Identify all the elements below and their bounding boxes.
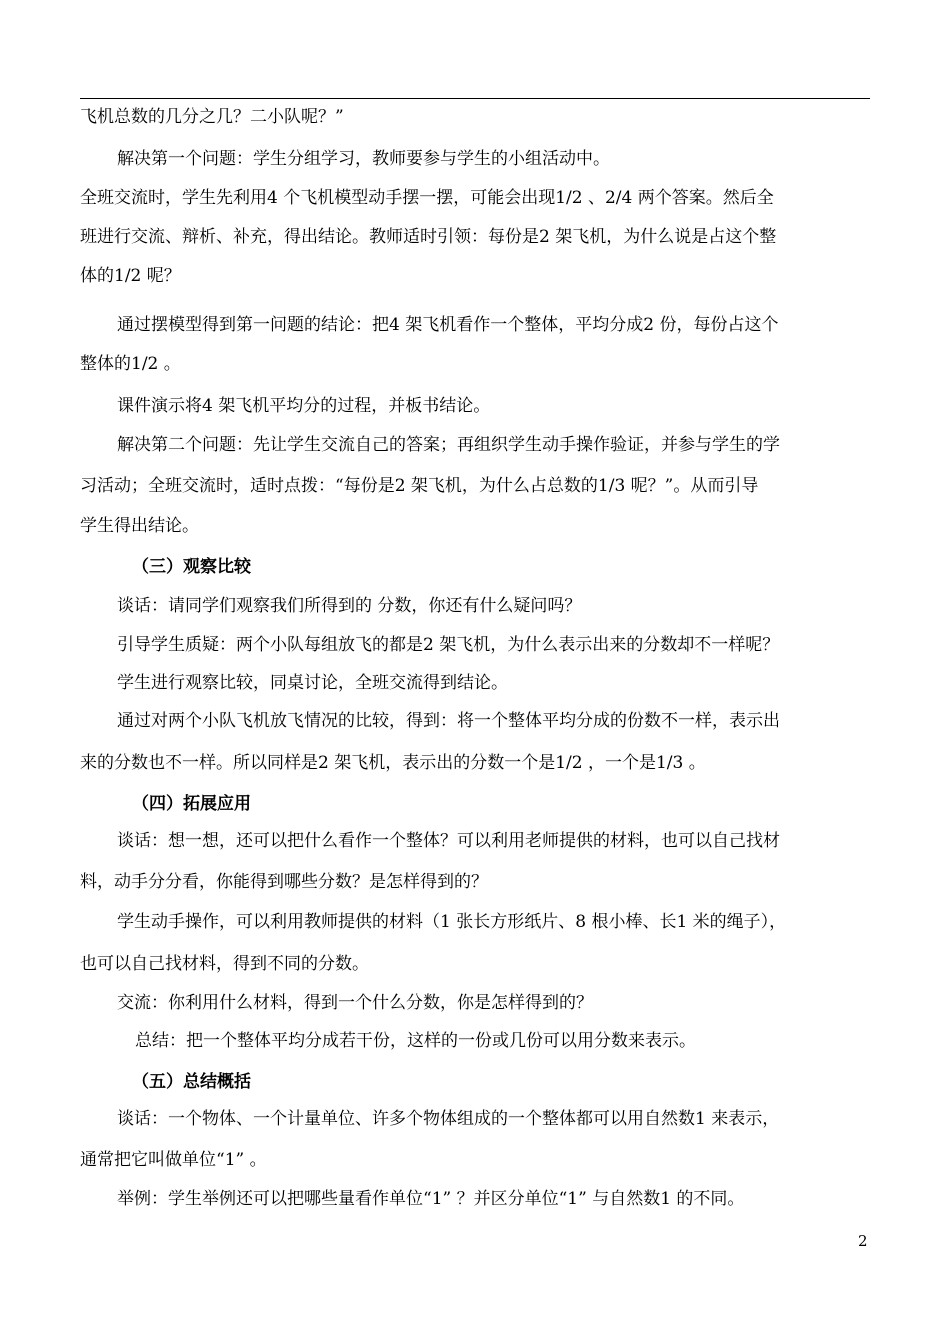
paragraph-line: 课件演示将4 架飞机平均分的过程，并板书结论。: [117, 396, 491, 416]
paragraph-line: 谈话：想一想，还可以把什么看作一个整体？可以利用老师提供的材料，也可以自己找材: [117, 831, 780, 851]
section-heading: （五）总结概括: [132, 1072, 251, 1092]
paragraph-line: 体的1/2 呢？: [80, 266, 181, 286]
paragraph-line: 全班交流时，学生先利用4 个飞机模型动手摆一摆，可能会出现1/2 、2/4 两个答案。然后全: [80, 188, 774, 208]
paragraph-line: 通过摆模型得到第一问题的结论：把4 架飞机看作一个整体，平均分成2 份，每份占这个: [117, 315, 779, 335]
paragraph-line: 谈话：请同学们观察我们所得到的 分数，你还有什么疑问吗？: [117, 596, 582, 616]
paragraph-line: 整体的1/2 。: [80, 354, 181, 374]
paragraph-line: 举例：学生举例还可以把哪些量看作单位“1” ？并区分单位“1” 与自然数1 的不同。: [117, 1189, 745, 1209]
paragraph-line: 交流：你利用什么材料，得到一个什么分数，你是怎样得到的？: [117, 993, 593, 1013]
paragraph-line: 引导学生质疑：两个小队每组放飞的都是2 架飞机，为什么表示出来的分数却不一样呢？: [117, 635, 780, 655]
paragraph-line: 也可以自己找材料，得到不同的分数。: [80, 954, 369, 974]
paragraph-line: 谈话：一个物体、一个计量单位、许多个物体组成的一个整体都可以用自然数1 来表示，: [117, 1109, 780, 1129]
section-heading: （三）观察比较: [132, 557, 251, 577]
paragraph-line: 解决第一个问题：学生分组学习，教师要参与学生的小组活动中。: [117, 149, 610, 169]
paragraph-line: 飞机总数的几分之几？二小队呢？”: [80, 107, 344, 127]
paragraph-line: 学生得出结论。: [80, 516, 199, 536]
paragraph-line: 料，动手分分看，你能得到哪些分数？是怎样得到的？: [80, 872, 488, 892]
paragraph-line: 总结：把一个整体平均分成若干份，这样的一份或几份可以用分数来表示。: [135, 1031, 696, 1051]
paragraph-line: 班进行交流、辩析、补充，得出结论。教师适时引领：每份是2 架飞机，为什么说是占这个整: [80, 227, 777, 247]
paragraph-line: 通常把它叫做单位“1” 。: [80, 1150, 267, 1170]
paragraph-line: 来的分数也不一样。所以同样是2 架飞机，表示出的分数一个是1/2 ，一个是1/3 。: [80, 753, 706, 773]
header-rule: [80, 98, 870, 99]
paragraph-line: 学生进行观察比较，同桌讨论，全班交流得到结论。: [117, 673, 508, 693]
paragraph-line: 通过对两个小队飞机放飞情况的比较，得到：将一个整体平均分成的份数不一样，表示出: [117, 711, 780, 731]
paragraph-line: 习活动；全班交流时，适时点拨：“每份是2 架飞机，为什么占总数的1/3 呢？”。从而引导: [80, 476, 759, 496]
page-number: 2: [858, 1232, 868, 1250]
paragraph-line: 学生动手操作，可以利用教师提供的材料（1 张长方形纸片、8 根小棒、长1 米的绳子），: [117, 912, 787, 932]
paragraph-line: 解决第二个问题：先让学生交流自己的答案；再组织学生动手操作验证，并参与学生的学: [117, 435, 780, 455]
section-heading: （四）拓展应用: [132, 794, 251, 814]
